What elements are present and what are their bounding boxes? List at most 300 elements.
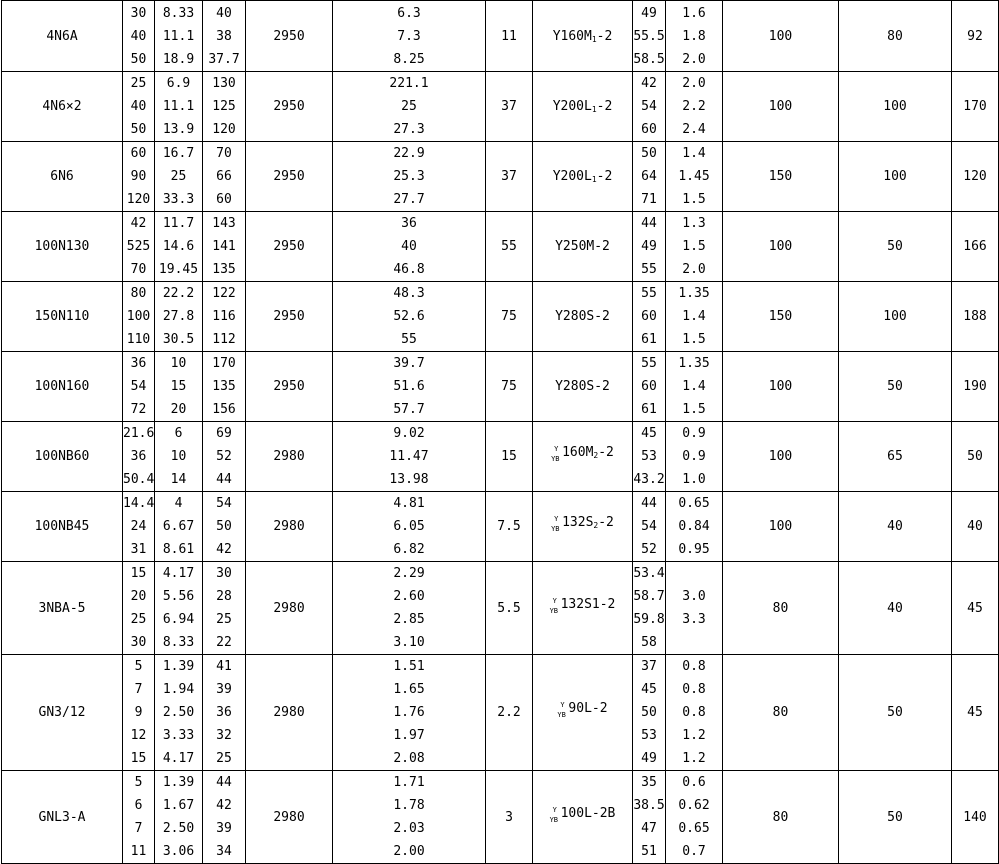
speed-cell bbox=[246, 492, 333, 562]
flow-rate-value: 6.67 bbox=[162, 519, 195, 534]
efficiency-value: 50 bbox=[641, 705, 657, 720]
flow-rate-value: 3.33 bbox=[162, 728, 195, 743]
yb-mark-bottom: YB bbox=[549, 815, 559, 824]
speed-value: 2950 bbox=[273, 169, 305, 184]
flow-rate-value: 13.9 bbox=[162, 122, 195, 137]
head-cell bbox=[203, 1, 246, 72]
outlet-diameter-value: 80 bbox=[887, 28, 903, 44]
npsh-value: 1.5 bbox=[682, 239, 706, 254]
outlet-diameter-value: 50 bbox=[887, 809, 903, 825]
shaft-power-value: 25.3 bbox=[393, 169, 425, 184]
flow-rate-value: 15 bbox=[170, 379, 187, 394]
flow-rate-value: 1.39 bbox=[162, 659, 195, 674]
shaft-power-value: 39.7 bbox=[393, 356, 425, 371]
shaft-power-value: 2.00 bbox=[393, 844, 425, 859]
efficiency-cell bbox=[633, 352, 666, 422]
flow-rate-value: 6.9 bbox=[166, 76, 191, 91]
efficiency-value: 71 bbox=[641, 192, 657, 207]
npsh-value: 0.95 bbox=[678, 542, 710, 557]
shaft-power-value: 11.47 bbox=[389, 449, 429, 464]
model-value: 100N160 bbox=[34, 379, 90, 394]
motor-power-value: 2.2 bbox=[497, 705, 521, 720]
motor-power-cell bbox=[486, 72, 533, 142]
head-value: 135 bbox=[212, 379, 236, 394]
flow-rate-value: 8.61 bbox=[162, 542, 195, 557]
model-value: 3NBA-5 bbox=[38, 600, 86, 616]
inlet-diameter-cell bbox=[723, 492, 839, 562]
motor-model bbox=[551, 445, 614, 468]
npsh-cell bbox=[666, 1, 723, 72]
flow-value: 21.6 bbox=[123, 426, 155, 441]
weight-cell bbox=[952, 282, 999, 352]
motor-power-value: 55 bbox=[501, 239, 517, 254]
weight-cell bbox=[952, 562, 999, 655]
head-cell bbox=[203, 562, 246, 655]
motor-model bbox=[557, 701, 607, 724]
efficiency-value: 42 bbox=[641, 76, 657, 91]
yb-mark-top: Y bbox=[560, 701, 565, 709]
flow-rate-value: 8.33 bbox=[162, 5, 195, 21]
flow-cell bbox=[123, 142, 155, 212]
inlet-diameter-cell bbox=[723, 142, 839, 212]
head-cell bbox=[203, 352, 246, 422]
model-value: 100NB60 bbox=[34, 449, 90, 464]
flow-value: 30 bbox=[130, 5, 147, 21]
efficiency-value: 49 bbox=[641, 239, 657, 254]
npsh-value: 1.0 bbox=[682, 472, 706, 487]
flow-rate-value: 10 bbox=[170, 356, 187, 371]
head-value: 42 bbox=[216, 798, 232, 813]
shaft-power-value: 52.6 bbox=[393, 309, 425, 324]
npsh-value: 0.65 bbox=[678, 821, 710, 836]
flow-rate-value: 6.94 bbox=[162, 612, 195, 627]
motor-model-cell bbox=[533, 422, 633, 492]
flow-rate-value: 11.7 bbox=[162, 216, 195, 231]
model-cell bbox=[2, 282, 123, 352]
flow-value: 50.4 bbox=[123, 472, 155, 487]
inlet-diameter-cell bbox=[723, 1, 839, 72]
inlet-diameter-cell bbox=[723, 422, 839, 492]
outlet-diameter-cell bbox=[839, 142, 952, 212]
outlet-diameter-cell bbox=[839, 352, 952, 422]
flow-value: 36 bbox=[130, 356, 147, 371]
motor-power-value: 37 bbox=[501, 169, 517, 184]
shaft-power-value: 2.29 bbox=[393, 566, 425, 581]
flow-cell bbox=[123, 1, 155, 72]
flow-rate-value: 11.1 bbox=[162, 28, 195, 44]
speed-cell bbox=[246, 562, 333, 655]
flow-rate-cell bbox=[155, 562, 203, 655]
motor-model-prefix: Y200L bbox=[552, 169, 592, 184]
npsh-value: 1.2 bbox=[682, 751, 706, 766]
flow-rate-value: 3.06 bbox=[162, 844, 195, 859]
shaft-power-value: 1.76 bbox=[393, 705, 425, 720]
head-cell bbox=[203, 771, 246, 864]
flow-cell bbox=[123, 212, 155, 282]
head-value: 28 bbox=[216, 589, 232, 604]
model-value: 4N6A bbox=[46, 28, 78, 44]
weight-cell bbox=[952, 142, 999, 212]
efficiency-value: 53 bbox=[641, 449, 657, 464]
motor-model-prefix: 100L-2B bbox=[560, 805, 616, 821]
flow-rate-value: 2.50 bbox=[162, 821, 195, 836]
head-value: 37.7 bbox=[208, 51, 240, 67]
inlet-diameter-cell bbox=[723, 562, 839, 655]
flow-cell bbox=[123, 562, 155, 655]
flow-value: 31 bbox=[130, 542, 147, 557]
flow-rate-cell bbox=[155, 1, 203, 72]
flow-rate-value: 30.5 bbox=[162, 332, 195, 347]
npsh-value: 0.6 bbox=[682, 775, 706, 790]
head-value: 36 bbox=[216, 705, 232, 720]
flow-cell bbox=[123, 282, 155, 352]
model-value: 100N130 bbox=[34, 239, 90, 254]
efficiency-value: 64 bbox=[641, 169, 657, 184]
table-row bbox=[2, 771, 999, 864]
flow-value: 110 bbox=[126, 332, 151, 347]
motor-model-cell bbox=[533, 72, 633, 142]
motor-power-value: 7.5 bbox=[497, 519, 521, 534]
flow-value: 6 bbox=[134, 798, 143, 813]
model-value: 150N110 bbox=[34, 309, 90, 324]
speed-value: 2980 bbox=[273, 809, 305, 825]
efficiency-cell bbox=[633, 562, 666, 655]
motor-model-cell bbox=[533, 771, 633, 864]
npsh-value: 1.5 bbox=[682, 192, 706, 207]
head-cell bbox=[203, 72, 246, 142]
head-value: 32 bbox=[216, 728, 232, 743]
shaft-power-cell bbox=[333, 142, 486, 212]
shaft-power-value: 6.82 bbox=[393, 542, 425, 557]
npsh-value: 1.35 bbox=[678, 286, 710, 301]
flow-rate-cell bbox=[155, 142, 203, 212]
speed-value: 2950 bbox=[273, 239, 305, 254]
flow-rate-value: 1.94 bbox=[162, 682, 195, 697]
weight-cell bbox=[952, 1, 999, 72]
motor-model-prefix: Y250M-2 bbox=[555, 239, 610, 254]
npsh-value: 0.7 bbox=[682, 844, 706, 859]
weight-cell bbox=[952, 655, 999, 771]
flow-rate-value: 10 bbox=[170, 449, 187, 464]
inlet-diameter-value: 100 bbox=[768, 28, 793, 44]
flow-rate-value: 14.6 bbox=[162, 239, 195, 254]
npsh-value: 1.4 bbox=[682, 146, 706, 161]
speed-cell bbox=[246, 72, 333, 142]
motor-model-subscript: 2 bbox=[593, 451, 599, 460]
npsh-value: 0.9 bbox=[682, 426, 706, 441]
yb-mark-top: Y bbox=[552, 596, 557, 605]
flow-value: 120 bbox=[126, 192, 151, 207]
npsh-cell bbox=[666, 562, 723, 655]
weight-cell bbox=[952, 771, 999, 864]
efficiency-value: 60 bbox=[641, 122, 657, 137]
flow-rate-value: 2.50 bbox=[162, 705, 195, 720]
flow-cell bbox=[123, 771, 155, 864]
flow-rate-value: 22.2 bbox=[162, 286, 195, 301]
motor-model-subscript: 2 bbox=[593, 521, 599, 530]
speed-cell bbox=[246, 655, 333, 771]
flow-rate-value: 4.17 bbox=[162, 566, 195, 581]
inlet-diameter-value: 100 bbox=[768, 379, 793, 394]
flow-rate-cell bbox=[155, 422, 203, 492]
efficiency-value: 49 bbox=[641, 5, 657, 21]
head-value: 52 bbox=[216, 449, 232, 464]
motor-model bbox=[550, 806, 616, 829]
efficiency-cell bbox=[633, 1, 666, 72]
speed-cell bbox=[246, 1, 333, 72]
head-value: 112 bbox=[212, 332, 236, 347]
outlet-diameter-cell bbox=[839, 72, 952, 142]
head-cell bbox=[203, 212, 246, 282]
motor-model-suffix: -2 bbox=[596, 169, 613, 184]
yb-mark-bottom: YB bbox=[551, 455, 560, 463]
shaft-power-value: 48.3 bbox=[393, 286, 425, 301]
motor-model bbox=[555, 239, 610, 254]
shaft-power-value: 27.7 bbox=[393, 192, 425, 207]
pump-spec-table bbox=[1, 0, 999, 864]
flow-value: 5 bbox=[134, 659, 143, 674]
motor-power-value: 37 bbox=[501, 99, 517, 114]
model-cell bbox=[2, 562, 123, 655]
npsh-value: 1.4 bbox=[682, 309, 706, 324]
motor-model-prefix: Y160M bbox=[552, 28, 592, 44]
flow-rate-value: 5.56 bbox=[162, 589, 195, 604]
yb-mark bbox=[551, 445, 561, 468]
efficiency-value: 35 bbox=[641, 775, 657, 790]
motor-model-cell bbox=[533, 212, 633, 282]
flow-value: 100 bbox=[126, 309, 151, 324]
npsh-cell bbox=[666, 655, 723, 771]
outlet-diameter-value: 50 bbox=[887, 239, 903, 254]
flow-rate-value: 8.33 bbox=[162, 635, 195, 650]
shaft-power-value: 40 bbox=[401, 239, 417, 254]
motor-power-cell bbox=[486, 142, 533, 212]
head-value: 69 bbox=[216, 426, 232, 441]
motor-model-cell bbox=[533, 492, 633, 562]
head-value: 42 bbox=[216, 542, 232, 557]
head-value: 170 bbox=[212, 356, 236, 371]
weight-value: 190 bbox=[963, 379, 987, 394]
motor-model-prefix: 132S bbox=[562, 515, 594, 530]
efficiency-value: 50 bbox=[641, 146, 657, 161]
npsh-value: 1.3 bbox=[682, 216, 706, 231]
shaft-power-value: 25 bbox=[401, 99, 417, 114]
inlet-diameter-value: 80 bbox=[772, 705, 789, 720]
motor-power-cell bbox=[486, 492, 533, 562]
flow-cell bbox=[123, 655, 155, 771]
head-cell bbox=[203, 282, 246, 352]
shaft-power-value: 55 bbox=[401, 332, 417, 347]
flow-rate-value: 27.8 bbox=[162, 309, 195, 324]
efficiency-value: 44 bbox=[641, 496, 657, 511]
flow-value: 40 bbox=[130, 28, 147, 44]
motor-model bbox=[553, 29, 613, 44]
efficiency-cell bbox=[633, 492, 666, 562]
outlet-diameter-value: 100 bbox=[883, 169, 907, 184]
model-value: GNL3-A bbox=[38, 809, 86, 825]
npsh-value: 1.6 bbox=[682, 5, 706, 21]
flow-value: 50 bbox=[130, 122, 147, 137]
shaft-power-cell bbox=[333, 655, 486, 771]
npsh-value: 0.65 bbox=[678, 496, 710, 511]
flow-value: 25 bbox=[130, 612, 147, 627]
inlet-diameter-value: 100 bbox=[768, 519, 793, 534]
efficiency-value: 58 bbox=[641, 635, 657, 650]
speed-value: 2980 bbox=[273, 519, 305, 534]
shaft-power-cell bbox=[333, 1, 486, 72]
weight-value: 45 bbox=[967, 600, 983, 616]
head-cell bbox=[203, 422, 246, 492]
speed-value: 2950 bbox=[273, 379, 305, 394]
weight-value: 40 bbox=[967, 519, 983, 534]
efficiency-cell bbox=[633, 212, 666, 282]
npsh-value: 0.9 bbox=[682, 449, 706, 464]
outlet-diameter-cell bbox=[839, 422, 952, 492]
table-row bbox=[2, 212, 999, 282]
model-value: GN3/12 bbox=[38, 705, 86, 720]
shaft-power-value: 1.78 bbox=[393, 798, 425, 813]
model-cell bbox=[2, 1, 123, 72]
shaft-power-value: 2.03 bbox=[393, 821, 425, 836]
npsh-value: 2.0 bbox=[682, 76, 706, 91]
shaft-power-value: 1.51 bbox=[393, 659, 425, 674]
flow-value: 40 bbox=[130, 99, 147, 114]
weight-value: 45 bbox=[967, 705, 983, 720]
npsh-value: 2.2 bbox=[682, 99, 706, 114]
flow-cell bbox=[123, 492, 155, 562]
outlet-diameter-value: 40 bbox=[887, 600, 903, 616]
flow-value: 30 bbox=[130, 635, 147, 650]
outlet-diameter-cell bbox=[839, 492, 952, 562]
efficiency-cell bbox=[633, 422, 666, 492]
efficiency-value: 47 bbox=[641, 821, 657, 836]
flow-rate-cell bbox=[155, 352, 203, 422]
efficiency-value: 44 bbox=[641, 216, 657, 231]
flow-cell bbox=[123, 422, 155, 492]
model-value: 6N6 bbox=[50, 169, 74, 184]
shaft-power-value: 2.85 bbox=[393, 612, 425, 627]
head-value: 25 bbox=[216, 612, 232, 627]
yb-mark bbox=[557, 701, 567, 724]
head-value: 125 bbox=[212, 99, 236, 114]
speed-value: 2950 bbox=[273, 99, 305, 114]
model-cell bbox=[2, 771, 123, 864]
npsh-value: 0.8 bbox=[682, 659, 706, 674]
flow-value: 7 bbox=[134, 821, 143, 836]
head-value: 116 bbox=[212, 309, 236, 324]
flow-value: 36 bbox=[130, 449, 147, 464]
speed-cell bbox=[246, 352, 333, 422]
motor-model-prefix: 90L-2 bbox=[568, 701, 608, 716]
efficiency-value: 58.7 bbox=[633, 589, 665, 604]
npsh-cell bbox=[666, 352, 723, 422]
inlet-diameter-value: 80 bbox=[772, 809, 789, 825]
motor-model-subscript: 1 bbox=[591, 105, 597, 114]
flow-rate-value: 20 bbox=[170, 402, 187, 417]
weight-value: 92 bbox=[967, 28, 983, 44]
shaft-power-value: 4.81 bbox=[393, 496, 425, 511]
motor-power-value: 75 bbox=[501, 379, 517, 394]
model-cell bbox=[2, 72, 123, 142]
motor-power-cell bbox=[486, 212, 533, 282]
motor-power-cell bbox=[486, 1, 533, 72]
flow-value: 24 bbox=[130, 519, 147, 534]
motor-model-prefix: Y200L bbox=[552, 99, 592, 114]
shaft-power-cell bbox=[333, 72, 486, 142]
speed-cell bbox=[246, 282, 333, 352]
flow-value: 5 bbox=[134, 775, 143, 790]
npsh-value: 0.8 bbox=[682, 705, 706, 720]
flow-rate-value: 14 bbox=[170, 472, 187, 487]
shaft-power-value: 221.1 bbox=[389, 76, 429, 91]
motor-model-cell bbox=[533, 282, 633, 352]
efficiency-cell bbox=[633, 282, 666, 352]
head-value: 40 bbox=[216, 5, 232, 21]
flow-value: 15 bbox=[130, 566, 147, 581]
shaft-power-cell bbox=[333, 352, 486, 422]
efficiency-cell bbox=[633, 771, 666, 864]
model-value: 100NB45 bbox=[34, 519, 90, 534]
inlet-diameter-cell bbox=[723, 72, 839, 142]
flow-value: 42 bbox=[130, 216, 147, 231]
npsh-value: 1.45 bbox=[678, 169, 710, 184]
motor-model bbox=[555, 379, 610, 394]
outlet-diameter-cell bbox=[839, 562, 952, 655]
head-value: 44 bbox=[216, 775, 232, 790]
efficiency-value: 61 bbox=[641, 402, 657, 417]
motor-model bbox=[555, 309, 610, 324]
speed-cell bbox=[246, 771, 333, 864]
efficiency-value: 52 bbox=[641, 542, 657, 557]
shaft-power-value: 27.3 bbox=[393, 122, 425, 137]
flow-value: 20 bbox=[130, 589, 147, 604]
shaft-power-value: 6.05 bbox=[393, 519, 425, 534]
motor-model-cell bbox=[533, 1, 633, 72]
shaft-power-value: 2.60 bbox=[393, 589, 425, 604]
motor-model-prefix: 132S1-2 bbox=[560, 596, 616, 612]
motor-model-suffix: -2 bbox=[598, 515, 614, 530]
yb-mark-top: Y bbox=[552, 805, 557, 814]
motor-model-prefix: Y280S-2 bbox=[555, 309, 610, 324]
head-value: 39 bbox=[216, 821, 232, 836]
npsh-value: 1.4 bbox=[682, 379, 706, 394]
flow-value: 9 bbox=[134, 705, 143, 720]
flow-rate-cell bbox=[155, 212, 203, 282]
motor-model-subscript: 1 bbox=[591, 34, 597, 44]
inlet-diameter-cell bbox=[723, 282, 839, 352]
inlet-diameter-cell bbox=[723, 771, 839, 864]
npsh-cell bbox=[666, 72, 723, 142]
outlet-diameter-value: 65 bbox=[887, 449, 903, 464]
shaft-power-value: 6.3 bbox=[397, 5, 421, 21]
weight-value: 50 bbox=[967, 449, 983, 464]
shaft-power-cell bbox=[333, 492, 486, 562]
yb-mark bbox=[550, 597, 560, 620]
motor-model bbox=[553, 169, 613, 184]
shaft-power-value: 7.3 bbox=[397, 28, 421, 44]
motor-power-cell bbox=[486, 562, 533, 655]
flow-value: 80 bbox=[130, 286, 147, 301]
head-value: 66 bbox=[216, 169, 232, 184]
npsh-value: 2.4 bbox=[682, 122, 706, 137]
outlet-diameter-value: 40 bbox=[887, 519, 903, 534]
motor-model-cell bbox=[533, 655, 633, 771]
flow-rate-value: 25 bbox=[170, 169, 187, 184]
head-value: 120 bbox=[212, 122, 236, 137]
yb-mark bbox=[551, 515, 561, 538]
flow-rate-value: 33.3 bbox=[162, 192, 195, 207]
weight-cell bbox=[952, 492, 999, 562]
